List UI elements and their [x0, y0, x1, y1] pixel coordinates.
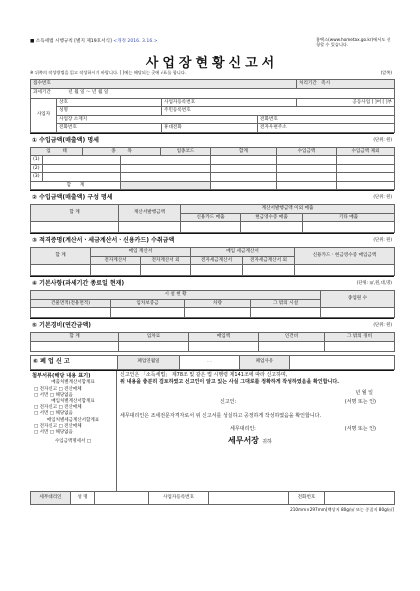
section-revenue-composition: ② 수입금액(매출액) 구성 명세 (단위: 원): [30, 190, 394, 204]
attachment-option[interactable]: □ 전자신고 □ 전산매체: [34, 423, 82, 429]
closing-date-field[interactable]: . .: [180, 355, 240, 369]
col-industry-code: 업종코드: [161, 147, 211, 156]
section-basic-expenses: ⑤ 기본경비(연간금액) (단위: 원): [30, 318, 394, 332]
closing-reason-label: 폐업사유: [240, 355, 290, 369]
form-reference: ■ 소득세법 시행규칙 [별지 제19호서식] <개정 2016. 3.16.>: [30, 39, 158, 44]
col-total: 합계: [211, 147, 277, 156]
col-biz-type: 업 태: [31, 147, 83, 156]
trade-name-field[interactable]: 상호: [57, 98, 162, 107]
table-row[interactable]: (3): [31, 173, 395, 182]
declaration-date[interactable]: 년 월 일: [355, 390, 373, 396]
revenue-table: [30, 147, 395, 191]
col-e-invoice: 전자계산서: [91, 256, 141, 265]
agent-name-label: 성 명: [71, 491, 95, 504]
total-label: 합 계: [31, 181, 121, 190]
col-other-tax-invoice: 전자세금계산서 외: [243, 256, 295, 265]
agent-sign[interactable]: 세무대리인: (서명 또는 인): [230, 425, 376, 432]
col-card-cash: 신용카드ㆍ현금영수증 매입금액: [295, 248, 395, 265]
agent-name-field[interactable]: [95, 491, 149, 504]
col-other-expense: 그 밖의 경비: [325, 333, 395, 342]
col-other-invoice: 전자계산서 외: [141, 256, 191, 265]
col-revenue: 수입금액: [277, 147, 337, 156]
tel-field[interactable]: 전화번호: [57, 124, 162, 133]
col-total: 합 계: [31, 248, 91, 265]
agent-phone-field[interactable]: [325, 491, 395, 504]
reg-number-field[interactable]: 사업자등록번호: [162, 98, 297, 107]
col-total: 합 계: [31, 333, 119, 342]
form-title: 사업장현황신고서: [145, 56, 279, 71]
col-building-area: 건물면적(전용면적): [31, 299, 111, 308]
col-rent-deposit: 임차보증금: [111, 299, 185, 308]
col-purchase: 매입액: [189, 333, 259, 342]
col-other-facility: 그 밖의 시설: [251, 299, 321, 308]
col-card-sales: 신용카드 매출: [181, 213, 241, 222]
attachment-option[interactable]: □ 전자신고 □ 전산매체: [34, 405, 82, 411]
paper-spec: 210mm×297mm[백상지 80g/㎡ 또는 중질지 80g/㎡]: [290, 506, 394, 512]
table-row[interactable]: [31, 341, 395, 351]
processing-period: 처리기간 즉시: [297, 80, 395, 89]
resident-number-field[interactable]: 주민등록번호: [162, 107, 395, 116]
address-phone-field[interactable]: 전화번호: [258, 115, 395, 124]
col-cash-receipt-sales: 현금영수증 매출: [241, 213, 303, 222]
table-row[interactable]: (1): [31, 156, 395, 165]
col-other-sales: 계산서발행금액 이외 매출: [181, 205, 395, 214]
declaration-text: 신고인은 「소득세법」 제78조 및 같은 법 시행령 제141조에 따라 신고하며, 위 내용을 충분히 검토하였고 신고인이 알고 있는 사실 그대로를 정확하게 작성하였음을 확인합니다. 년 월 일 신고인: (서명 또는 인) 세무대리인은 조세전문자격자로서 위 신고서를 성실하고 공정하게 작성하였음을 확인합니다. 세무대리인: (서명 또는 인) 세무서장 귀하: [117, 371, 394, 491]
agent-phone-label: 전화번호: [289, 491, 325, 504]
address-field[interactable]: 사업장 소재지: [57, 115, 258, 124]
table-row[interactable]: [31, 222, 395, 233]
col-buy-tax-invoice: 매입 세금계산서: [191, 248, 295, 257]
agent-reg-field[interactable]: [209, 491, 289, 504]
hometax-note: 홈택스(www.hometax.go.kr)에서도 신청할 수 있습니다.: [316, 37, 391, 48]
business-label: 사업자: [31, 98, 57, 132]
closing-date-label: 폐업연월일: [118, 355, 180, 369]
section-revenue: ① 수입금액(매출액) 명세 (단위: 원): [30, 133, 394, 147]
revenue-statement-check[interactable]: 수입금액명세서 □: [54, 439, 92, 445]
total-row[interactable]: [31, 181, 395, 190]
table-row[interactable]: (2): [31, 164, 395, 173]
facility-table: [30, 290, 395, 318]
col-etc-sales: 기타 매출: [303, 213, 395, 222]
attachments: 첨부서류(해당 내용 표기) 매출처별계산서합계표 □ 전자신고 □ 전산매체 □ 서면 □ 해당없음 매입처별계산서합계표 □ 전자신고 □ 전산매체 □ 서면 □ 해당없음 매입처별세금계산서합계표 □ 전자신고 □ 전산매체 □ 서면 □ 해당없음 수입금액명세서 □: [30, 371, 117, 491]
applicant-sign[interactable]: 신고인: (서명 또는 인): [220, 399, 376, 406]
attachment-option[interactable]: □ 전자신고 □ 전산매체: [34, 386, 82, 392]
composition-table: [30, 204, 395, 233]
closure-title: ⑥ 폐 업 신 고: [31, 355, 118, 369]
col-buy-invoice: 매입 계산서: [91, 248, 191, 257]
email-field[interactable]: 전자우편주소: [258, 124, 395, 133]
receipt-number: 접수번호: [31, 80, 297, 89]
col-staff: 종업원 수: [321, 291, 395, 308]
col-rent: 임차료: [119, 333, 189, 342]
agent-reg-label: 사업자등록번호: [149, 491, 209, 504]
attachment-option[interactable]: □ 서면 □ 해당없음: [34, 429, 73, 435]
col-biz-item: 종 목: [83, 147, 161, 156]
receipts-table: [30, 247, 395, 276]
col-total: 합 계: [31, 205, 119, 222]
col-issued-invoice: 계산서발행금액: [119, 205, 181, 222]
section-qualified-receipts: ③ 적격증명(계산서ㆍ세금계산서ㆍ신용카드) 수취금액 (단위: 원): [30, 233, 394, 247]
agent-label: 세무대리인: [31, 491, 71, 504]
page-side: (앞쪽): [380, 70, 392, 75]
table-row[interactable]: [31, 265, 395, 276]
section-basic-facts: ④ 기본사항(과세기간 종료일 현재) (단위: ㎡,원,대,명): [30, 276, 394, 290]
declaration-block: [30, 370, 394, 491]
col-labor: 인건비: [259, 333, 325, 342]
joint-business-check[interactable]: 공동사업 [ ]여 [ ]부: [297, 98, 395, 107]
closure-table: [30, 355, 395, 370]
basic-info-table: [30, 79, 395, 133]
revision-date: <개정 2016. 3.16.>: [113, 39, 158, 44]
col-e-tax-invoice: 전자세금계산서: [191, 256, 243, 265]
instruction-note: ※ 뒤쪽의 작성방법을 읽고 작성하시기 바랍니다. [ ]에는 해당되는 곳에 √표를 합니다. (앞쪽): [30, 70, 392, 75]
attachment-option[interactable]: □ 서면 □ 해당없음: [34, 411, 73, 417]
closing-reason-field[interactable]: [290, 355, 395, 369]
agent-table: [30, 491, 395, 505]
expenses-table: [30, 332, 395, 352]
tax-period[interactable]: 과세기간 년 월 일 ～ 년 월 일: [31, 88, 395, 98]
attachment-option[interactable]: □ 서면 □ 해당없음: [34, 392, 73, 398]
table-row[interactable]: [31, 308, 395, 318]
col-revenue-excluded: 수입금액 제외: [337, 147, 395, 156]
form-header: [30, 37, 394, 55]
name-field[interactable]: 성명: [57, 107, 162, 116]
col-facility: 시 설 현 황: [31, 291, 321, 300]
col-vehicle: 차량: [185, 299, 251, 308]
mobile-field[interactable]: 휴대전화: [162, 124, 258, 133]
addressee: 세무서장 귀하: [228, 435, 272, 445]
